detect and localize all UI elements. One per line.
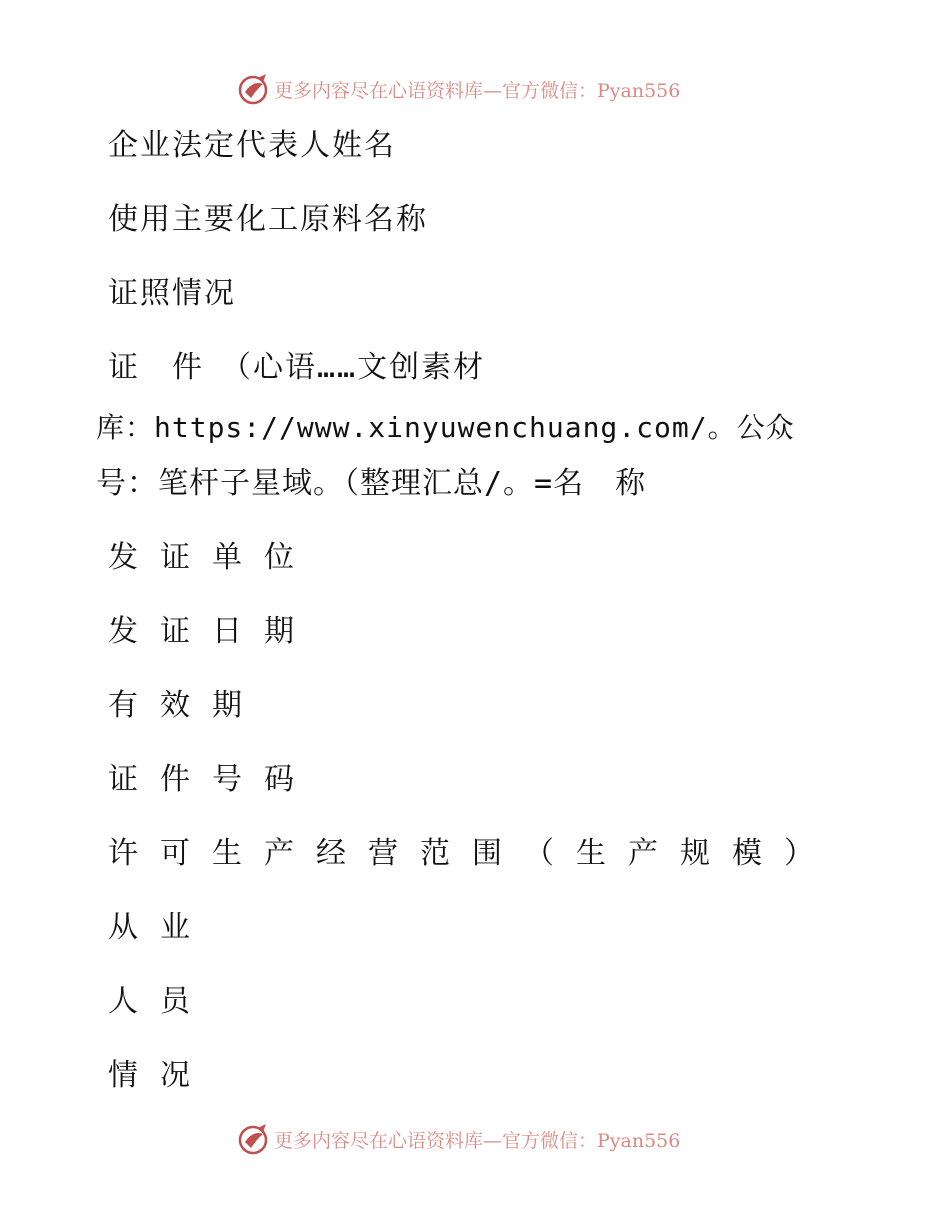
text-line: 库：https://www.xinyuwenchuang.com/。公众 [96, 411, 795, 444]
text-line: 证件号码 [108, 762, 316, 797]
footer-banner-text: 更多内容尽在心语资料库—官方微信：Pyan556 [274, 1129, 681, 1152]
text-line: 情况 [108, 1058, 212, 1093]
text-line: 证 件 （心语……文创素材 [108, 350, 486, 385]
text-line: 许可生产经营范围（生产规模） [108, 836, 836, 871]
text-line: 企业法定代表人姓名 [108, 128, 396, 163]
footer-banner [236, 1122, 680, 1156]
text-line: 证照情况 [108, 276, 236, 311]
text-line: 从业 [108, 910, 212, 945]
logo-icon [236, 72, 270, 106]
text-line: 发证单位 [108, 540, 316, 575]
text-line: 使用主要化工原料名称 [108, 202, 428, 237]
text-line: 号：笔杆子星域。（整理汇总/。=名 称 [96, 466, 647, 501]
logo-icon [236, 1122, 270, 1156]
text-line: 发证日期 [108, 614, 316, 649]
header-banner [236, 72, 680, 106]
text-line: 有效期 [108, 688, 264, 723]
text-line: 人员 [108, 984, 212, 1019]
header-banner-text: 更多内容尽在心语资料库—官方微信：Pyan556 [274, 79, 681, 102]
